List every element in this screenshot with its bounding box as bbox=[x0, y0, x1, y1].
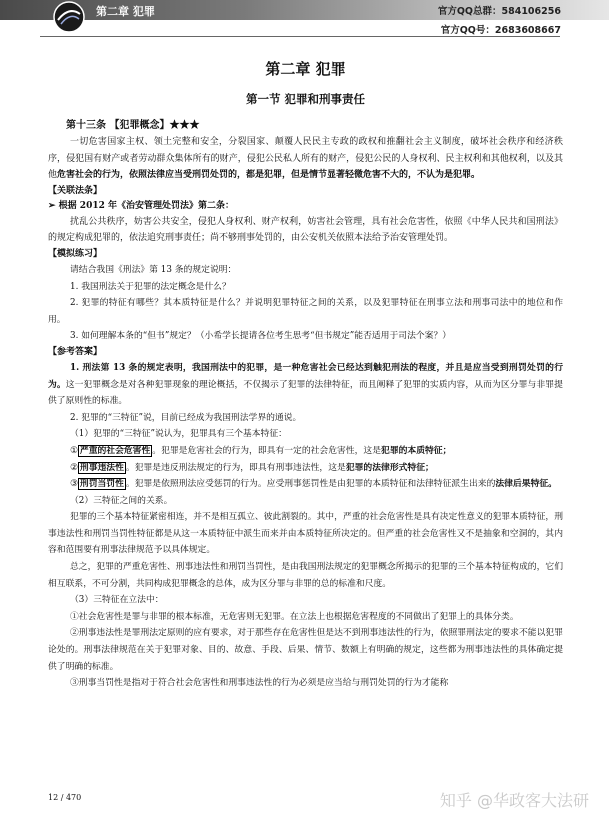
related-law-title: ➢ 根据 2012 年《治安管理处罚法》第二条： bbox=[48, 200, 234, 211]
answer-2-1: （1）犯罪的“三特征”说认为，犯罪具有三个基本特征： bbox=[70, 429, 287, 440]
feature-1-box: 严重的社会危害性 bbox=[79, 445, 151, 456]
relation-para-2: 总之，犯罪的严重危害性、刑事违法性和刑罚当罚性，是由我国刑法规定的犯罪概念所揭示的犯罪的三个基本特征构成的，它们相互联系，不可分割，共同构成犯罪概念的总体，成为区分罪与非罪的总的标准和尺度。 bbox=[48, 562, 563, 589]
practice-q2: 2. 犯罪的特征有哪些？其本质特征是什么？并说明犯罪特征之间的关系，以及犯罪特征在刑事立法和刑事司法中的地位和作用。 bbox=[48, 298, 563, 325]
publisher-logo-icon bbox=[50, 0, 88, 34]
header-qq-number: 官方QQ号：2683608667 bbox=[440, 25, 561, 36]
practice-q1: 1. 我国刑法关于犯罪的法定概念是什么？ bbox=[70, 281, 231, 292]
legislation-2: ②刑事违法性是罪刑法定原则的应有要求，对于那些存在危害性但是达不到刑事违法性的行为，依照罪刑法定的要求不能以犯罪论处的。刑事法律规范在关于犯罪对象、目的、故意、手段、后果、情节、数额上有明确的规定，这些都为刑事违法性的具体确定提供了明确的标准。 bbox=[48, 628, 563, 672]
practice-q3: 3. 如何理解本条的“但书”规定？（小希学长提请各位考生思考“但书规定”能否适用于司法个案？） bbox=[70, 331, 452, 342]
header-qq-group: 官方QQ总群：584106256 bbox=[437, 6, 561, 17]
page-content bbox=[48, 58, 563, 692]
related-law-tag: 【关联法条】 bbox=[48, 185, 103, 196]
page-header bbox=[0, 0, 609, 38]
relation-para-1: 犯罪的三个基本特征紧密相连，并不是相互孤立、彼此割裂的。其中，严重的社会危害性是具有决定性意义的犯罪本质特征，刑事违法性和刑罚当罚性特征都是从这一本质特征中派生而来并由本质特征所决定的。但严重的社会危害性又不是抽象和空洞的，其内容和范围要有刑事法律规范予以具体规定。 bbox=[48, 512, 563, 556]
feature-2: ② 刑事违法性 。犯罪是违反刑法规定的行为，即具有刑事违法性，这是犯罪的法律形式特征； bbox=[70, 462, 434, 473]
answer-1: 1. 刑法第 13 条的规定表明，我国刑法中的犯罪，是一种危害社会已经达到触犯刑法的程度，并且是应当受到刑罚处罚的行为。这一犯罪概念是对各种犯罪现象的理论概括，不仅揭示了犯罪的法律特征，而且阐释了犯罪的实质内容，从而为区分罪与非罪提供了原则性的标准。 bbox=[48, 362, 563, 407]
answer-tag: 【参考答案】 bbox=[48, 346, 103, 357]
article-title: 第十三条 【犯罪概念】★★★ bbox=[66, 120, 200, 131]
header-divider bbox=[40, 36, 560, 37]
answer-2-2: （2）三特征之间的关系。 bbox=[70, 495, 173, 506]
feature-3-box: 刑罚当罚性 bbox=[79, 479, 124, 490]
legislation-1: ①社会危害性是罪与非罪的根本标准，无危害则无犯罪。在立法上也根据危害程度的不同做出了犯罪上的具体分类。 bbox=[70, 611, 519, 622]
section-title: 第一节 犯罪和刑事责任 bbox=[245, 92, 365, 106]
answer-2-3: （3）三特征在立法中： bbox=[70, 595, 164, 606]
feature-1: ① 严重的社会危害性 。犯罪是危害社会的行为，即具有一定的社会危害性，这是犯罪的本质特征； bbox=[70, 445, 452, 456]
page-number: 12 / 470 bbox=[48, 793, 82, 802]
chapter-title: 第二章 犯罪 bbox=[265, 60, 346, 78]
practice-intro: 请结合我国《刑法》第 13 条的规定说明： bbox=[70, 264, 237, 275]
watermark: 知乎 @华政客大法研 bbox=[439, 791, 589, 810]
legislation-3: ③刑事当罚性是指对于符合社会危害性和刑事违法性的行为必须是应当给与刑罚处罚的行为才能称 bbox=[70, 678, 449, 689]
answer-2: 2. 犯罪的“三特征”说，目前已经成为我国刑法学界的通说。 bbox=[70, 412, 302, 423]
header-chapter-title: 第二章 犯罪 bbox=[96, 5, 155, 18]
related-law-body: 扰乱公共秩序，妨害公共安全，侵犯人身权利、财产权利，妨害社会管理，具有社会危害性，依照《中华人民共和国刑法》的规定构成犯罪的，依法追究刑事责任；尚不够刑事处罚的，由公安机关依照本法给予治安管理处罚。 bbox=[48, 216, 563, 244]
article-body: 一切危害国家主权、领土完整和安全，分裂国家、颠覆人民民主专政的政权和推翻社会主义制度，破坏社会秩序和经济秩序，侵犯国有财产或者劳动群众集体所有的财产，侵犯公民私人所有的财产，侵犯公民的人身权利、民主权利和其他权利，以及其他危害社会的行为，依照法律应当受刑罚处罚的，都是犯罪，但是情节显著轻微危害不大的，不认为是犯罪。 bbox=[48, 137, 563, 181]
feature-2-box: 刑事违法性 bbox=[79, 462, 124, 473]
practice-tag: 【模拟练习】 bbox=[48, 248, 103, 259]
feature-3: ③ 刑罚当罚性 。犯罪是依照刑法应受惩罚的行为。应受刑事惩罚性是由犯罪的本质特征和法律特征派生出来的法律后果特征。 bbox=[70, 479, 557, 490]
